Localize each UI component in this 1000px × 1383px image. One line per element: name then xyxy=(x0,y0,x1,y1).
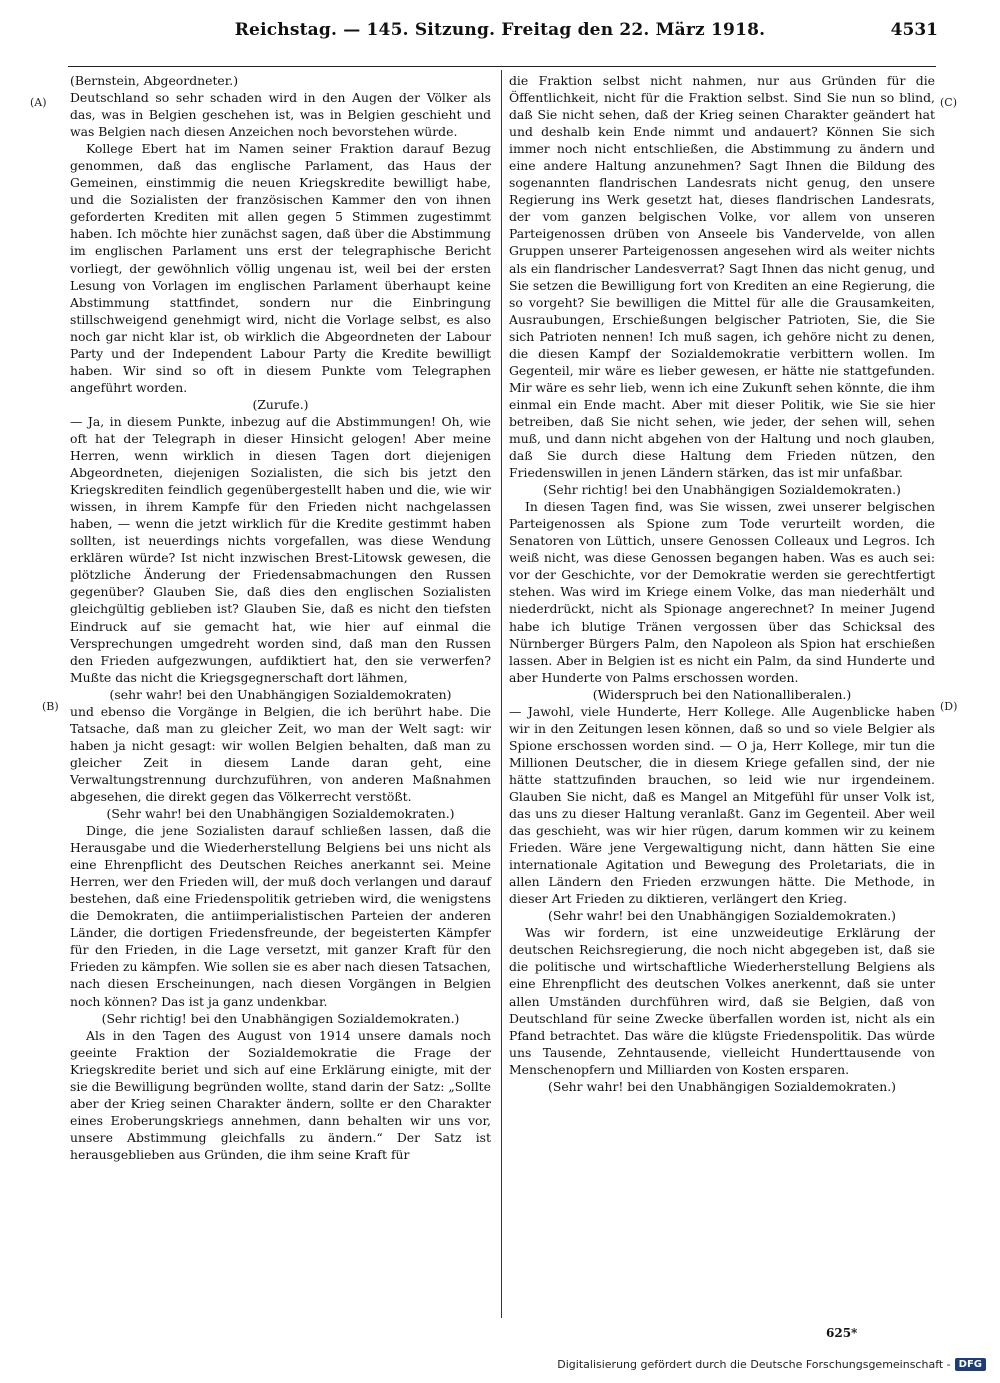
interjection: (Sehr richtig! bei den Unabhängigen Sozialdemokraten.) xyxy=(543,482,901,498)
footer-text: Digitalisierung gefördert durch die Deutsche Forschungsgemeinschaft - xyxy=(557,1358,951,1371)
paragraph: Was wir fordern, ist eine unzweideutige Erklärung der deutschen Reichsregierung, die noch nicht abgegeben ist, daß sie die politische und wirtschaftliche Wiederherstellung Belgiens als eine Ehrenpflicht des deutschen Volkes anerkennt, daß sie unter allen Umständen durchführen wird, daß sie Belgien, daß von Deutschland für seine Zwecke überfallen worden ist, nicht als ein Pfand betrachtet. Das wäre die klügste Friedenspolitik. Das würde uns Tausende, Zehntausende, vielleicht Hunderttausende von Menschenopfern und Milliarden von Kosten ersparen. xyxy=(509,925,935,1077)
interjection: (sehr wahr! bei den Unabhängigen Sozialdemokraten) xyxy=(109,686,452,702)
footer xyxy=(557,1358,986,1371)
paragraph: Deutschland so sehr schaden wird in den Augen der Völker als das, was in Belgien geschehen ist, was in Belgien geschieht und was Belgien nach diesen Anzeichen noch bevorstehen würde. xyxy=(70,90,491,140)
header-rule xyxy=(68,66,936,67)
interjection: (Sehr wahr! bei den Unabhängigen Sozialdemokraten.) xyxy=(106,806,455,822)
speaker-label: (Bernstein, Abgeordneter.) xyxy=(70,73,239,88)
interjection: (Sehr wahr! bei den Unabhängigen Sozialdemokraten.) xyxy=(548,908,896,924)
left-column xyxy=(70,72,491,1163)
margin-marker-d: (D) xyxy=(940,700,958,713)
interjection: (Zurufe.) xyxy=(252,396,309,412)
page-number: 4531 xyxy=(890,20,938,40)
paragraph: und ebenso die Vorgänge in Belgien, die ich berührt habe. Die Tatsache, daß man zu gleicher Zeit, wo man der Welt sagt: wir haben ja nicht gesagt: wir wollen Belgien behalten, daß man zu gleicher Zeit in diesem Lande daran geht, eine Verwaltungstrennung durchzuführen, von anderen Maßnahmen abgesehen, die direkt gegen das Völkerrecht verstößt. xyxy=(70,703,491,804)
margin-marker-a: (A) xyxy=(30,96,47,109)
paragraph: In diesen Tagen find, was Sie wissen, zwei unserer belgischen Parteigenossen als Spione zum Tode verurteilt worden, die Senatoren von Lüttich, unsere Genossen Colleaux und Legros. Ich weiß nicht, was diese Genossen begangen haben. Was es auch sei: vor der Geschichte, vor der Demokratie werden sie gerechtfertigt stehen. Was wird im Kriege einem Volke, das man niederhält und niederdrückt, nicht als Spionage angerechnet? In meiner Jugend habe ich blutige Tränen vergossen über das Schicksal des Nürnberger Bürgers Palm, den Napoleon als Spion hat erschießen lassen. Aber in Belgien ist es nicht ein Palm, da sind Hunderte und aber Hunderte von Palms erschossen worden. xyxy=(509,499,935,685)
page-header xyxy=(0,14,1000,54)
interjection: (Sehr richtig! bei den Unabhängigen Sozialdemokraten.) xyxy=(101,1010,460,1026)
right-column xyxy=(509,72,935,1095)
paragraph: Kollege Ebert hat im Namen seiner Fraktion darauf Bezug genommen, daß das englische Parlament, das Haus der Gemeinen, einstimmig die neuen Kriegskredite bewilligt habe, und die Sozialisten der französischen Kammer den von ihnen geforderten Krediten mit allen gegen 5 Stimmen zugestimmt haben. Ich möchte hier zunächst sagen, daß über die Abstimmung im englischen Parlament uns erst der telegraphische Bericht vorliegt, der gewöhnlich völlig ungenau ist, weil bei der ersten Lesung von Vorlagen im englischen Parlament überhaupt keine Abstimmung stattfindet, sondern nur die Einbringung stillschweigend genehmigt wird, nicht die Vorlage selbst, es also noch gar nicht klar ist, ob wirklich die Abgeordneten der Labour Party und der Independent Labour Party die Kredite bewilligt haben. Wir sind so oft in diesem Punkte vom Telegraphen angeführt worden. xyxy=(70,141,491,395)
margin-marker-c: (C) xyxy=(940,96,957,109)
column-divider xyxy=(501,70,502,1318)
paragraph: die Fraktion selbst nicht nahmen, nur aus Gründen für die Öffentlichkeit, nicht für die Fraktion selbst. Sind Sie nun so blind, daß Sie nicht sehen, daß der Krieg seinen Charakter geändert hat und deshalb kein Ende nimmt und andauert? Können Sie sich immer noch nicht entschließen, die Abstimmung zu ändern und eine andere Haltung anzunehmen? Sagt Ihnen die Bildung des sogenannten flandrischen Landesrats nicht genug, den unsere Regierung ins Werk gesetzt hat, dieses flandrischen Landesrats, der vom ganzen belgischen Volke, vor allem von unseren Parteigenossen drüben von Anseele bis Vandervelde, von allen Gruppen unserer Parteigenossen angesehen wird als weiter nichts als ein flandrischer Landesverrat? Sagt Ihnen das nicht genug, und Sie setzen die Bewilligung fort von Krediten an eine Regierung, die so vorgeht? Sie bewilligen die Mittel für alle die Grausamkeiten, Ausraubungen, Erschießungen belgischer Patrioten, Sie, die Sie sich Patrioten nennen! Ich muß sagen, ich gehöre nicht zu denen, die diesen Kampf der Sozialdemokratie verbittern wollen. Im Gegenteil, mir wäre es lieber gewesen, er hätte nie stattgefunden. Mir wäre es sehr lieb, wenn ich eine Zukunft sehen könnte, die ihm einmal ein Ende macht. Aber mit dieser Politik, wie Sie sie hier betreiben, daß Sie nicht sehen, wie jeder, der sehen will, sehen muß, und dann nicht abgehen von der Haltung und noch glauben, daß Sie durch diese Haltung dem Frieden nützen, den Friedenswillen in jenen Ländern stärken, das ist mir unfaßbar. xyxy=(509,73,935,481)
interjection: (Sehr wahr! bei den Unabhängigen Sozialdemokraten.) xyxy=(548,1078,896,1094)
signature-mark: 625* xyxy=(826,1326,858,1340)
paragraph: Dinge, die jene Sozialisten darauf schließen lassen, daß die Herausgabe und die Wiederherstellung Belgiens bei uns nicht als eine Ehrenpflicht des Deutschen Reiches anerkannt sei. Meine Herren, wer den Frieden will, der muß doch verlangen und darauf bestehen, daß eine Friedenspolitik getrieben wird, die wenigstens die Demokraten, die antiimperialistischen Parteien der anderen Länder, die dortigen Friedensfreunde, der begeisterten Kämpfer für den Frieden, in die Lage versetzt, mit ganzer Kraft für den Frieden zu kämpfen. Wie sollen sie es aber nach diesen Tatsachen, nach diesen Erscheinungen, nach diesen Vorgängen in Belgien noch können? Das ist ja ganz undenkbar. xyxy=(70,823,491,1009)
margin-marker-b: (B) xyxy=(42,700,59,713)
dfg-logo: DFG xyxy=(955,1358,986,1371)
paragraph: — Ja, in diesem Punkte, inbezug auf die Abstimmungen! Oh, wie oft hat der Telegraph in dieser Hinsicht gelogen! Aber meine Herren, wenn wirklich in diesen Tagen dort diejenigen Abgeordneten, diejenigen Sozialisten, die sich bis jetzt den Kriegskrediten feindlich gegenübergestellt haben und die, wie wir wissen, in ihrem Kampfe für den Frieden nicht nachgelassen haben, — wenn die jetzt wirklich für die Kredite gestimmt haben sollten, ist neuerdings nichts vorgefallen, was diese Wendung erklären würde? Ist nicht inzwischen Brest-Litowsk gewesen, die plötzliche Änderung der Friedensabmachungen den Russen gegenüber? Glauben Sie, daß dies den englischen Sozialisten gleichgültig geblieben ist? Glauben Sie, daß es nicht den tiefsten Eindruck auf sie gemacht hat, wie hier auf einmal die Versprechungen umgedreht worden sind, daß man den Russen den Frieden aufgezwungen, aufdiktiert hat, den sie verwerfen? Mußte das nicht die Kriegsgegnerschaft dort lähmen, xyxy=(70,413,491,685)
paragraph: — Jawohl, viele Hunderte, Herr Kollege. Alle Augenblicke haben wir in den Zeitungen lesen können, daß so und so viele Belgier als Spione erschossen worden sind. — O ja, Herr Kollege, mir tun die Millionen Deutscher, die in diesem Kriege gefallen sind, der nie hätte stattzufinden brauchen, so leid wie nur irgendeinem. Glauben Sie nicht, daß es Mangel an Mitgefühl für unser Volk ist, das uns zu dieser Haltung veranlaßt. Ganz im Gegenteil. Aber weil das geschieht, was wir hier rügen, darum kommen wir zu keinem Frieden. Wäre jene Vergewaltigung nicht, dann hätten Sie eine internationale Agitation und Bewegung des Proletariats, die in allen Ländern den Frieden erzwungen hätte. Die Methode, in dieser Art Frieden zu diktieren, verlängert den Krieg. xyxy=(509,703,935,907)
paragraph: Als in den Tagen des August von 1914 unsere damals noch geeinte Fraktion der Sozialdemokratie die Frage der Kriegskredite beriet und sich auf eine Erklärung einigte, mit der sie die Bewilligung begründen wollte, stand darin der Satz: „Sollte aber der Krieg seinen Charakter ändern, sollte er den Charakter eines Eroberungskriegs annehmen, dann behalten wir uns vor, unsere Abstimmung gleichfalls zu ändern.“ Der Satz ist herausgeblieben aus Gründen, die ihm seine Kraft für xyxy=(70,1027,491,1162)
running-title: Reichstag. — 145. Sitzung. Freitag den 22. März 1918. xyxy=(234,20,766,40)
interjection: (Widerspruch bei den Nationalliberalen.) xyxy=(592,686,852,702)
